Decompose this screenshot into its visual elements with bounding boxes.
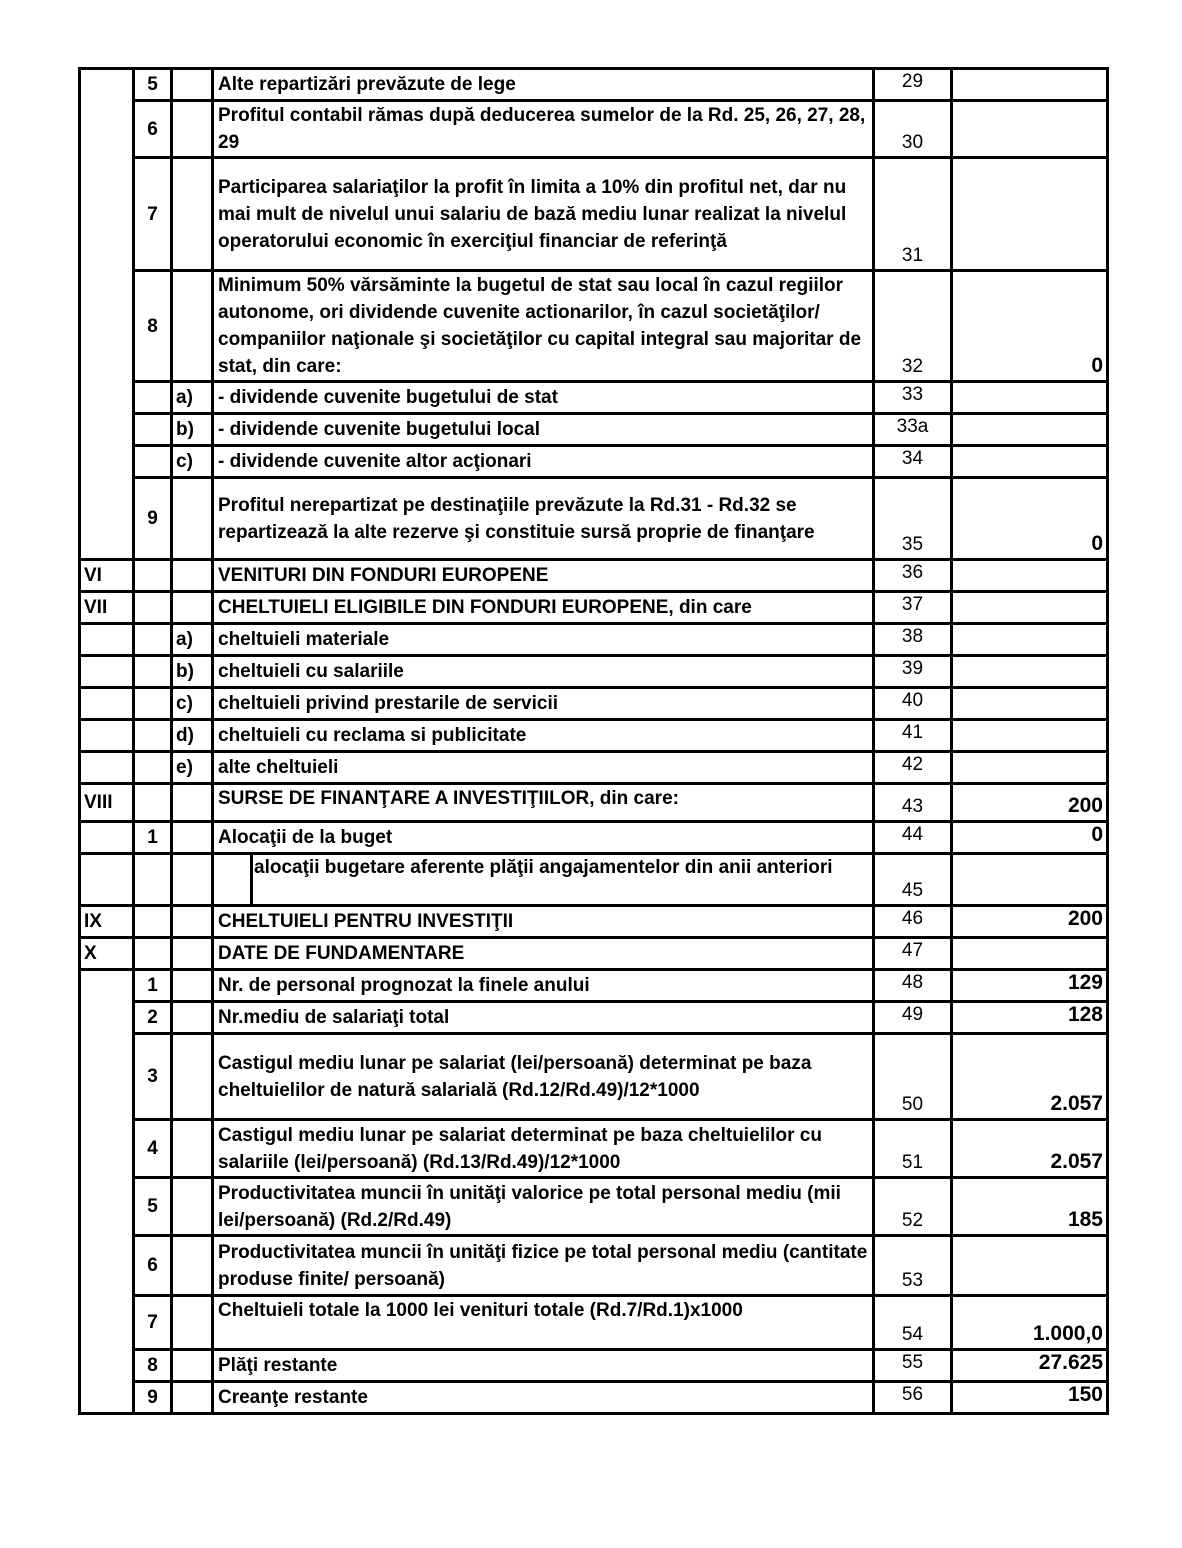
row-rd-code: 34: [874, 446, 952, 478]
row-roman-numeral: [80, 854, 134, 906]
row-subletter: c): [172, 446, 213, 478]
row-roman-numeral: [80, 271, 134, 382]
table-row: [80, 1382, 1108, 1414]
row-roman-numeral: [80, 624, 134, 656]
row-description: Alocaţii de la buget: [213, 822, 874, 854]
table-body: [80, 69, 1108, 1414]
table-row: [80, 720, 1108, 752]
row-roman-numeral: [80, 1296, 134, 1350]
row-rd-code: 36: [874, 560, 952, 592]
row-subletter: b): [172, 656, 213, 688]
table-row: [80, 1296, 1108, 1350]
row-description: [213, 854, 874, 906]
row-value: [952, 382, 1108, 414]
row-description: - dividende cuvenite altor acţionari: [213, 446, 874, 478]
row-value: 128: [952, 1002, 1108, 1034]
table-row: [80, 822, 1108, 854]
row-value: 185: [952, 1178, 1108, 1236]
table-row: [80, 970, 1108, 1002]
row-subletter: [172, 1296, 213, 1350]
row-description: Castigul mediu lunar pe salariat determinat pe baza cheltuielilor cu salariile (lei/persoană) (Rd.13/Rd.49)/12*1000: [213, 1120, 874, 1178]
row-number: [134, 688, 172, 720]
row-rd-code: 49: [874, 1002, 952, 1034]
table-row: [80, 382, 1108, 414]
row-roman-numeral: [80, 1178, 134, 1236]
row-subletter: [172, 784, 213, 822]
row-rd-code: 53: [874, 1236, 952, 1296]
row-description: cheltuieli cu salariile: [213, 656, 874, 688]
row-value: [952, 560, 1108, 592]
row-value: 150: [952, 1382, 1108, 1414]
row-subletter: a): [172, 624, 213, 656]
row-roman-numeral: [80, 1236, 134, 1296]
row-subletter: [172, 158, 213, 271]
row-subletter: c): [172, 688, 213, 720]
table-row: [80, 271, 1108, 382]
row-rd-code: 41: [874, 720, 952, 752]
row-rd-code: 35: [874, 478, 952, 560]
row-subletter: [172, 1350, 213, 1382]
row-rd-code: 55: [874, 1350, 952, 1382]
row-number: [134, 720, 172, 752]
table-row: [80, 784, 1108, 822]
table-row: [80, 1350, 1108, 1382]
row-value: [952, 69, 1108, 101]
row-rd-code: 33: [874, 382, 952, 414]
row-number: 1: [134, 822, 172, 854]
row-subletter: [172, 478, 213, 560]
row-rd-code: 40: [874, 688, 952, 720]
row-subletter: [172, 1236, 213, 1296]
row-rd-code: 29: [874, 69, 952, 101]
row-value: [952, 592, 1108, 624]
row-number: 3: [134, 1034, 172, 1120]
row-subletter: d): [172, 720, 213, 752]
table-row: [80, 906, 1108, 938]
row-value: 27.625: [952, 1350, 1108, 1382]
row-description: - dividende cuvenite bugetului de stat: [213, 382, 874, 414]
table-row: [80, 1120, 1108, 1178]
table-row: [80, 688, 1108, 720]
row-description: Participarea salariaţilor la profit în limita a 10% din profitul net, dar nu mai mult de nivelul unui salariu de bază mediu lunar realizat la nivelul operatorului economic în exerciţiul financiar de referinţă: [213, 158, 874, 271]
row-roman-numeral: [80, 1002, 134, 1034]
row-roman-numeral: IX: [80, 906, 134, 938]
row-value: [952, 158, 1108, 271]
row-number: [134, 906, 172, 938]
row-subletter: [172, 906, 213, 938]
row-rd-code: 46: [874, 906, 952, 938]
row-description: Nr.mediu de salariaţi total: [213, 1002, 874, 1034]
row-number: 8: [134, 271, 172, 382]
row-roman-numeral: [80, 1034, 134, 1120]
row-number: 5: [134, 69, 172, 101]
row-subletter: [172, 938, 213, 970]
row-roman-numeral: VIII: [80, 784, 134, 822]
row-roman-numeral: [80, 446, 134, 478]
row-description: CHELTUIELI PENTRU INVESTIŢII: [213, 906, 874, 938]
row-subletter: a): [172, 382, 213, 414]
row-rd-code: 54: [874, 1296, 952, 1350]
row-subletter: [172, 271, 213, 382]
row-number: 9: [134, 478, 172, 560]
row-rd-code: 56: [874, 1382, 952, 1414]
row-rd-code: 43: [874, 784, 952, 822]
table-row: [80, 69, 1108, 101]
row-number: [134, 656, 172, 688]
row-subletter: [172, 560, 213, 592]
table-row: [80, 446, 1108, 478]
row-rd-code: 39: [874, 656, 952, 688]
row-number: [134, 592, 172, 624]
row-description: Plăţi restante: [213, 1350, 874, 1382]
row-description: alte cheltuieli: [213, 752, 874, 784]
row-rd-code: 52: [874, 1178, 952, 1236]
row-number: [134, 784, 172, 822]
row-description: DATE DE FUNDAMENTARE: [213, 938, 874, 970]
row-roman-numeral: [80, 970, 134, 1002]
row-description: Alte repartizări prevăzute de lege: [213, 69, 874, 101]
row-subletter: e): [172, 752, 213, 784]
row-subletter: [172, 69, 213, 101]
row-description: Productivitatea muncii în unităţi valorice pe total personal mediu (mii lei/persoană) (Rd.2/Rd.49): [213, 1178, 874, 1236]
table-row: [80, 854, 1108, 906]
row-roman-numeral: [80, 478, 134, 560]
row-value: [952, 624, 1108, 656]
inner-divider: [250, 855, 253, 904]
row-value: 1.000,0: [952, 1296, 1108, 1350]
table-row: [80, 1002, 1108, 1034]
row-rd-code: 50: [874, 1034, 952, 1120]
row-value: [952, 656, 1108, 688]
row-number: [134, 560, 172, 592]
row-value: 200: [952, 906, 1108, 938]
row-description: CHELTUIELI ELIGIBILE DIN FONDURI EUROPENE, din care: [213, 592, 874, 624]
row-description: Profitul nerepartizat pe destinaţiile prevăzute la Rd.31 - Rd.32 se repartizează la alte rezerve şi constituie sursă proprie de finanţare: [213, 478, 874, 560]
row-value: 200: [952, 784, 1108, 822]
row-value: [952, 752, 1108, 784]
table-row: [80, 656, 1108, 688]
row-value: 0: [952, 271, 1108, 382]
row-subletter: [172, 101, 213, 158]
table-row: [80, 560, 1108, 592]
row-description: VENITURI DIN FONDURI EUROPENE: [213, 560, 874, 592]
row-number: 6: [134, 101, 172, 158]
row-number: [134, 938, 172, 970]
table-row: [80, 414, 1108, 446]
row-description: Castigul mediu lunar pe salariat (lei/persoană) determinat pe baza cheltuielilor de natură salarială (Rd.12/Rd.49)/12*1000: [213, 1034, 874, 1120]
row-number: [134, 854, 172, 906]
row-subletter: [172, 1120, 213, 1178]
row-roman-numeral: VII: [80, 592, 134, 624]
row-subletter: [172, 1178, 213, 1236]
row-value: [952, 446, 1108, 478]
row-subletter: [172, 970, 213, 1002]
row-roman-numeral: VI: [80, 560, 134, 592]
table-row: [80, 624, 1108, 656]
row-roman-numeral: [80, 1382, 134, 1414]
row-rd-code: 48: [874, 970, 952, 1002]
row-description: Profitul contabil rămas după deducerea sumelor de la Rd. 25, 26, 27, 28, 29: [213, 101, 874, 158]
table-row: [80, 1236, 1108, 1296]
row-description: cheltuieli materiale: [213, 624, 874, 656]
row-number: [134, 382, 172, 414]
row-subletter: [172, 1382, 213, 1414]
table-row: [80, 1178, 1108, 1236]
row-rd-code: 31: [874, 158, 952, 271]
financial-table: [78, 67, 1109, 1415]
row-value: [952, 414, 1108, 446]
row-subletter: [172, 822, 213, 854]
row-roman-numeral: [80, 822, 134, 854]
row-roman-numeral: [80, 1350, 134, 1382]
row-number: [134, 752, 172, 784]
row-roman-numeral: [80, 752, 134, 784]
row-rd-code: 47: [874, 938, 952, 970]
row-value: [952, 101, 1108, 158]
table-row: [80, 938, 1108, 970]
row-rd-code: 44: [874, 822, 952, 854]
table-row: [80, 592, 1108, 624]
row-roman-numeral: [80, 414, 134, 446]
row-number: 5: [134, 1178, 172, 1236]
row-description: Creanţe restante: [213, 1382, 874, 1414]
row-rd-code: 45: [874, 854, 952, 906]
row-rd-code: 30: [874, 101, 952, 158]
row-number: [134, 624, 172, 656]
row-roman-numeral: [80, 1120, 134, 1178]
row-rd-code: 51: [874, 1120, 952, 1178]
row-rd-code: 37: [874, 592, 952, 624]
row-number: 4: [134, 1120, 172, 1178]
row-roman-numeral: [80, 688, 134, 720]
row-description: Productivitatea muncii în unităţi fizice pe total personal mediu (cantitate produse finite/ persoană): [213, 1236, 874, 1296]
row-roman-numeral: [80, 720, 134, 752]
row-value: 0: [952, 478, 1108, 560]
row-rd-code: 42: [874, 752, 952, 784]
row-value: 2.057: [952, 1034, 1108, 1120]
row-subletter: [172, 1034, 213, 1120]
row-subletter: [172, 592, 213, 624]
row-value: [952, 720, 1108, 752]
row-roman-numeral: [80, 69, 134, 101]
row-number: [134, 446, 172, 478]
row-roman-numeral: [80, 101, 134, 158]
table-row: [80, 1034, 1108, 1120]
row-description: cheltuieli cu reclama si publicitate: [213, 720, 874, 752]
table-row: [80, 752, 1108, 784]
row-number: 6: [134, 1236, 172, 1296]
row-value: 0: [952, 822, 1108, 854]
row-value: 129: [952, 970, 1108, 1002]
row-subletter: [172, 854, 213, 906]
row-description-text: alocaţii bugetare aferente plăţii angajamentelor din anii anteriori: [254, 857, 833, 878]
row-value: [952, 938, 1108, 970]
row-description: Nr. de personal prognozat la finele anului: [213, 970, 874, 1002]
row-roman-numeral: [80, 382, 134, 414]
row-subletter: [172, 1002, 213, 1034]
row-number: [134, 414, 172, 446]
row-number: 8: [134, 1350, 172, 1382]
row-number: 1: [134, 970, 172, 1002]
row-roman-numeral: [80, 656, 134, 688]
row-description: - dividende cuvenite bugetului local: [213, 414, 874, 446]
row-rd-code: 38: [874, 624, 952, 656]
row-value: [952, 688, 1108, 720]
row-roman-numeral: X: [80, 938, 134, 970]
row-description: SURSE DE FINANŢARE A INVESTIŢIILOR, din care:: [213, 784, 874, 822]
row-number: 2: [134, 1002, 172, 1034]
row-number: 9: [134, 1382, 172, 1414]
row-rd-code: 32: [874, 271, 952, 382]
row-description: Minimum 50% vărsăminte la bugetul de stat sau local în cazul regiilor autonome, ori dividende cuvenite actionarilor, în cazul societăţilor/ companiilor naţionale şi societăţilor cu capital integral sau majoritar de stat, din care:: [213, 271, 874, 382]
row-value: 2.057: [952, 1120, 1108, 1178]
row-description: Cheltuieli totale la 1000 lei venituri totale (Rd.7/Rd.1)x1000: [213, 1296, 874, 1350]
table-row: [80, 478, 1108, 560]
row-roman-numeral: [80, 158, 134, 271]
row-number: 7: [134, 158, 172, 271]
row-value: [952, 1236, 1108, 1296]
row-value: [952, 854, 1108, 906]
row-number: 7: [134, 1296, 172, 1350]
table-row: [80, 101, 1108, 158]
row-subletter: b): [172, 414, 213, 446]
row-rd-code: 33a: [874, 414, 952, 446]
table-row: [80, 158, 1108, 271]
row-description: cheltuieli privind prestarile de servicii: [213, 688, 874, 720]
